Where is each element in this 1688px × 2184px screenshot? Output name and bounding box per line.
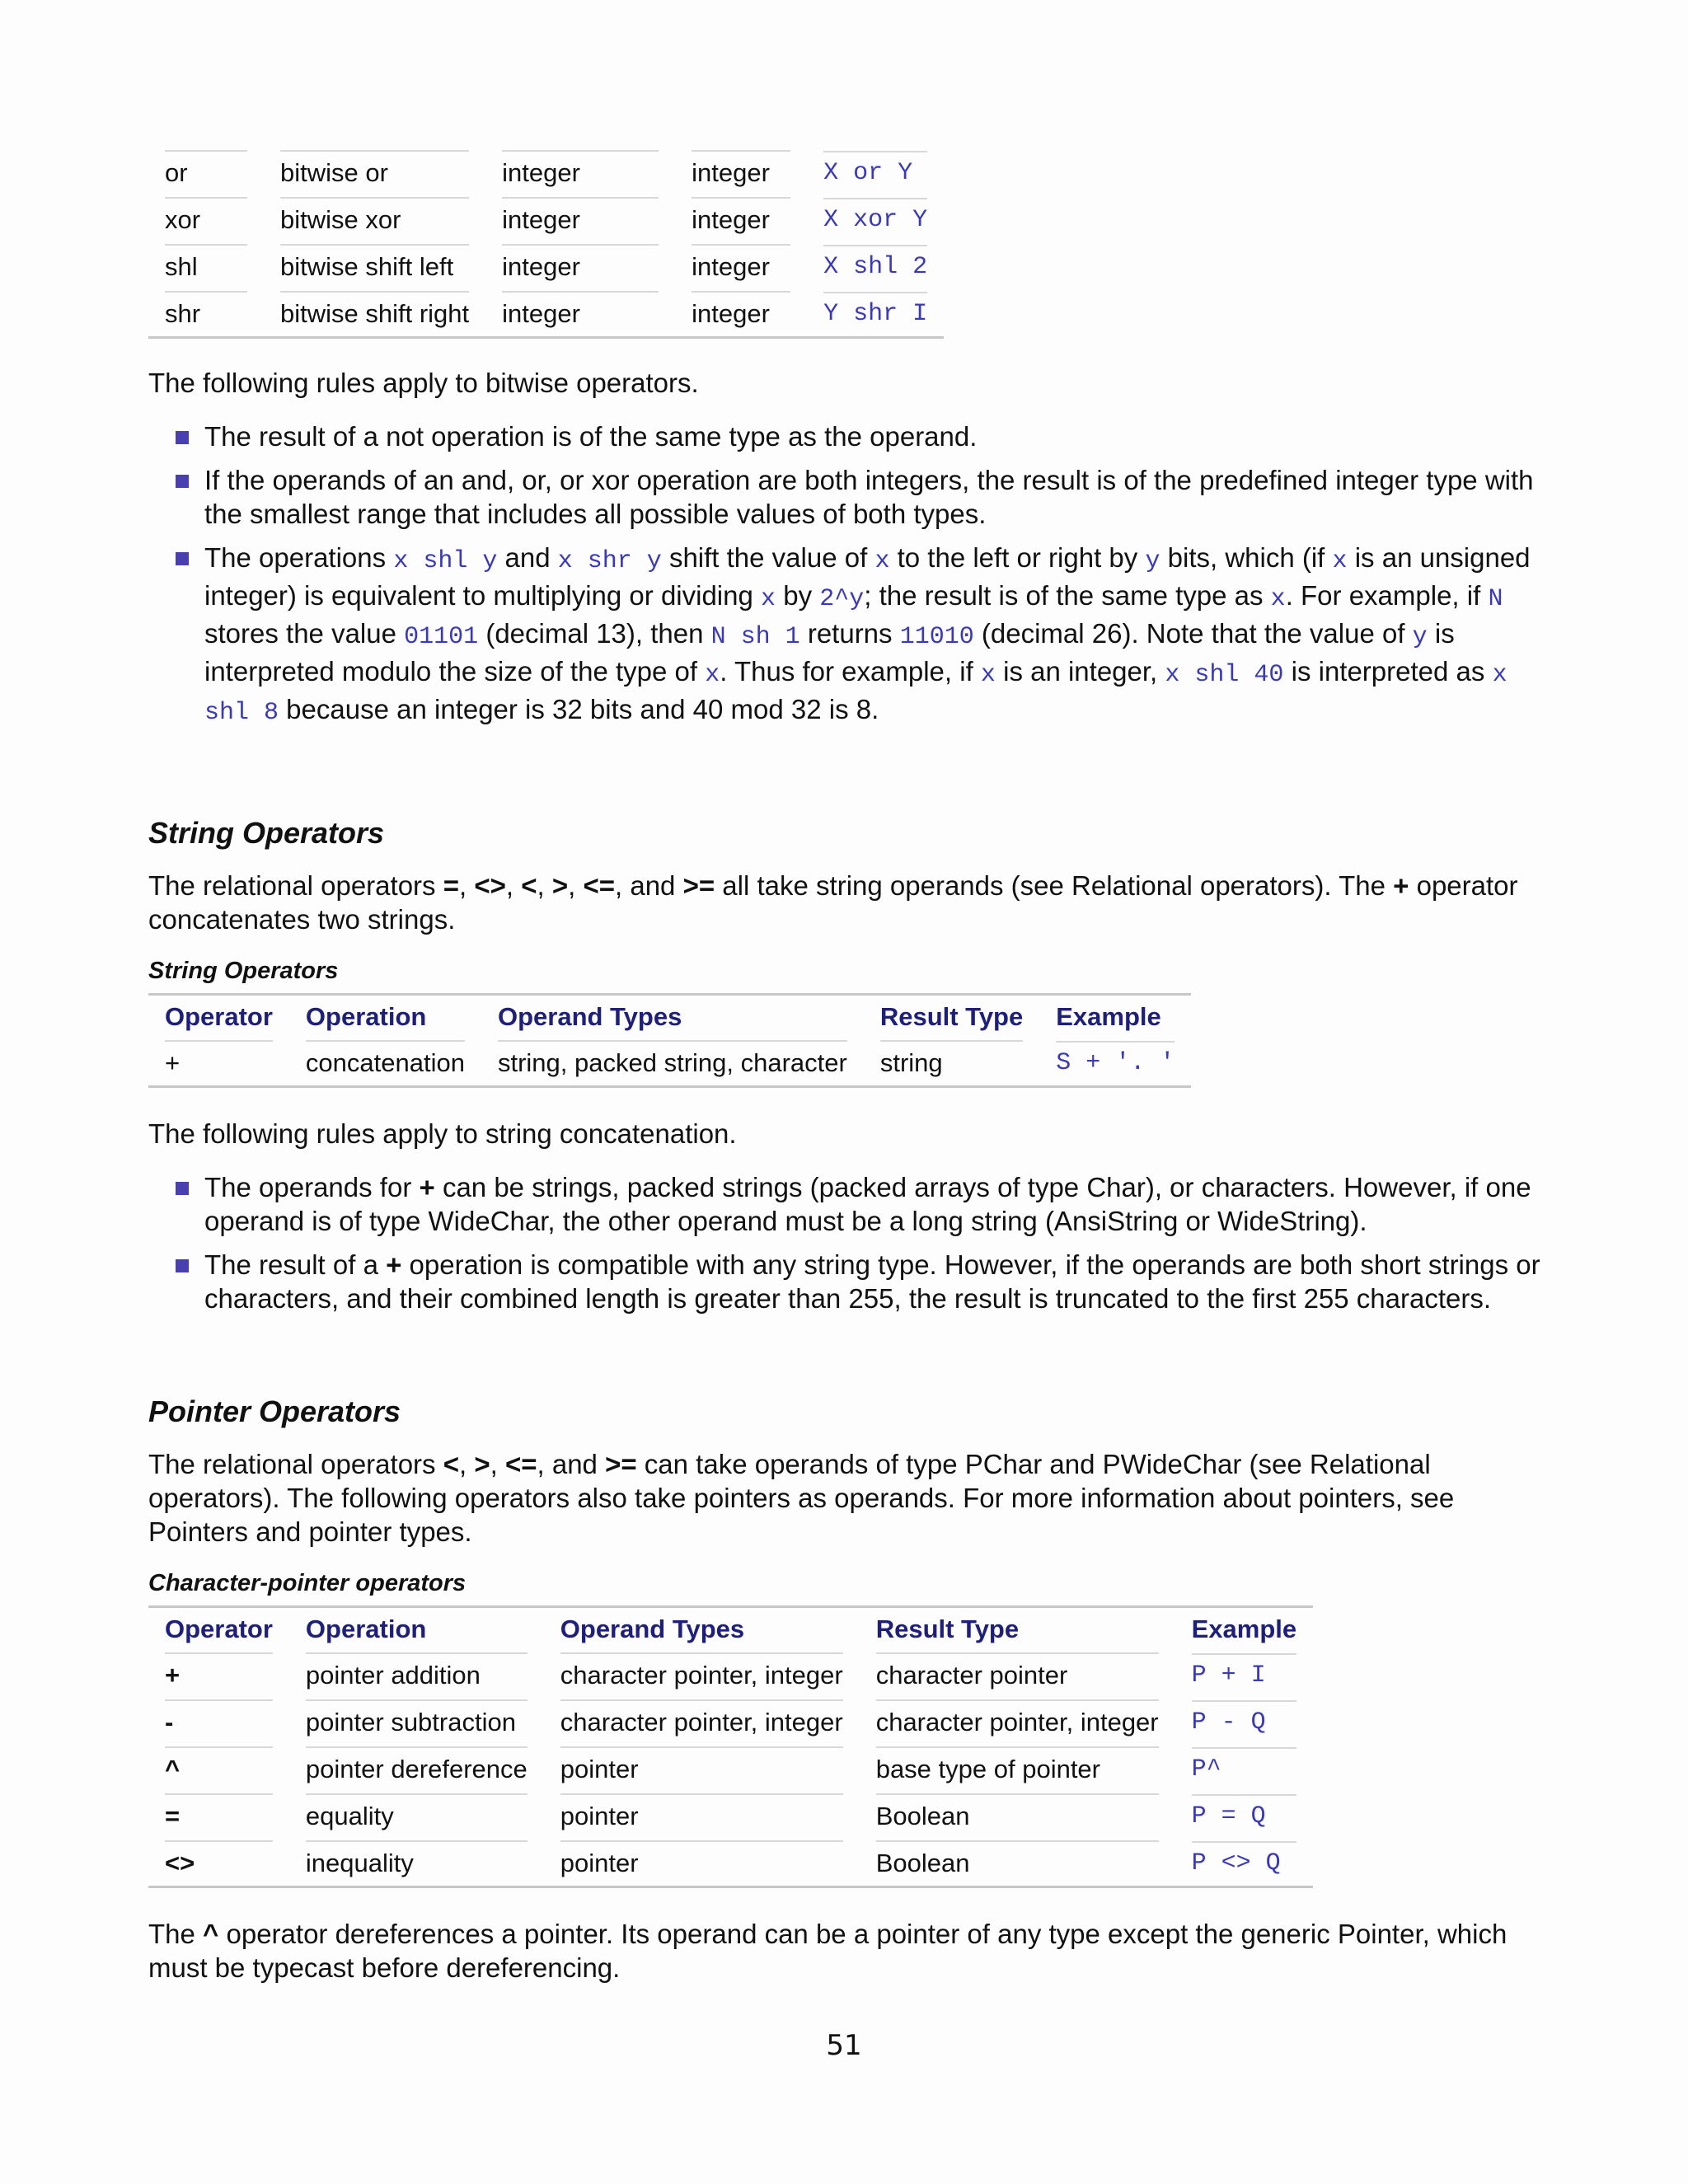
table-row: ^ pointer dereference pointer base type of pointer P^	[148, 1745, 1313, 1792]
list-item: If the operands of an and, or, or xor operation are both integers, the result is of the predefined integer type with the smallest range that includes all possible values of both types.	[204, 463, 1541, 531]
table-row: + concatenation string, packed string, character string S + '. '	[148, 1038, 1191, 1085]
bullet-square-icon	[176, 475, 189, 488]
string-operators-intro: The relational operators =, <>, <, >, <=, and >= all take string operands (see Relational operators). The + operator concatenates two strings.	[148, 870, 1518, 935]
bullet-square-icon	[176, 552, 189, 565]
list-item: The operands for + can be strings, packed strings (packed arrays of type Char), or characters. However, if one operand is of type WideChar, the other operand must be a long string (AnsiString or WideString).	[204, 1170, 1541, 1238]
pointer-outro: The ^ operator dereferences a pointer. Its operand can be a pointer of any type except the generic Pointer, which must be typecast before dereferencing.	[148, 1919, 1507, 1983]
table-row: xor bitwise xor integer integer X xor Y	[148, 195, 944, 242]
table-row: - pointer subtraction character pointer, integer character pointer, integer P - Q	[148, 1698, 1313, 1745]
pointer-operators-table	[148, 1605, 1313, 1888]
string-rules-list	[148, 1170, 1541, 1315]
table-row: <> inequality pointer Boolean P <> Q	[148, 1839, 1313, 1886]
pointer-table-caption: Character-pointer operators	[148, 1570, 467, 1596]
list-item: The result of a + operation is compatible with any string type. However, if the operands are both short strings or characters, and their combined length is greater than 255, the result is truncated to the first 255 characters.	[204, 1248, 1541, 1315]
table-row: shl bitwise shift left integer integer X shl 2	[148, 242, 944, 289]
bullet-square-icon	[176, 1259, 189, 1272]
bullet-square-icon	[176, 1182, 189, 1195]
string-table-caption: String Operators	[148, 958, 339, 984]
string-operators-table	[148, 993, 1191, 1088]
page-number: 51	[826, 2029, 862, 2062]
table-row: + pointer addition character pointer, integer character pointer P + I	[148, 1651, 1313, 1698]
table-row: shr bitwise shift right integer integer Y shr I	[148, 289, 944, 336]
string-rules-intro: The following rules apply to string concatenation.	[148, 1118, 737, 1149]
list-item: The operations x shl y and x shr y shift the value of x to the left or right by y bits, which (if x is an unsigned integer) is equivalent to multiplying or dividing x by 2^y; the result is of the same type as x. For example, if N stores the value 01101 (decimal 13), then N sh 1 returns 11010 (decimal 26). Note that the value of y is interpreted modulo the size of the type of x. Thus for example, if x is an integer, x shl 40 is interpreted as x shl 8 because an integer is 32 bits and 40 mod 32 is 8.	[204, 541, 1541, 730]
string-operators-heading: String Operators	[148, 816, 385, 850]
list-item: The result of a not operation is of the same type as the operand.	[204, 419, 1541, 453]
table-header-row: Operator Operation Operand Types Result Type Example	[165, 1615, 1297, 1643]
bitwise-table	[148, 148, 944, 339]
table-row: or bitwise or integer integer X or Y	[148, 148, 944, 195]
bitwise-rules-list	[148, 419, 1541, 730]
pointer-operators-heading: Pointer Operators	[148, 1394, 401, 1428]
pointer-operators-intro: The relational operators <, >, <=, and >= can take operands of type PChar and PWideChar (see Relational operators). The following operators also take pointers as operands. For more information about pointers, see Pointers and pointer types.	[148, 1449, 1455, 1547]
table-header-row: Operator Operation Operand Types Result Type Example	[165, 1002, 1161, 1031]
bullet-square-icon	[176, 431, 189, 444]
bitwise-rules-intro: The following rules apply to bitwise operators.	[148, 368, 699, 398]
table-row: = equality pointer Boolean P = Q	[148, 1792, 1313, 1839]
